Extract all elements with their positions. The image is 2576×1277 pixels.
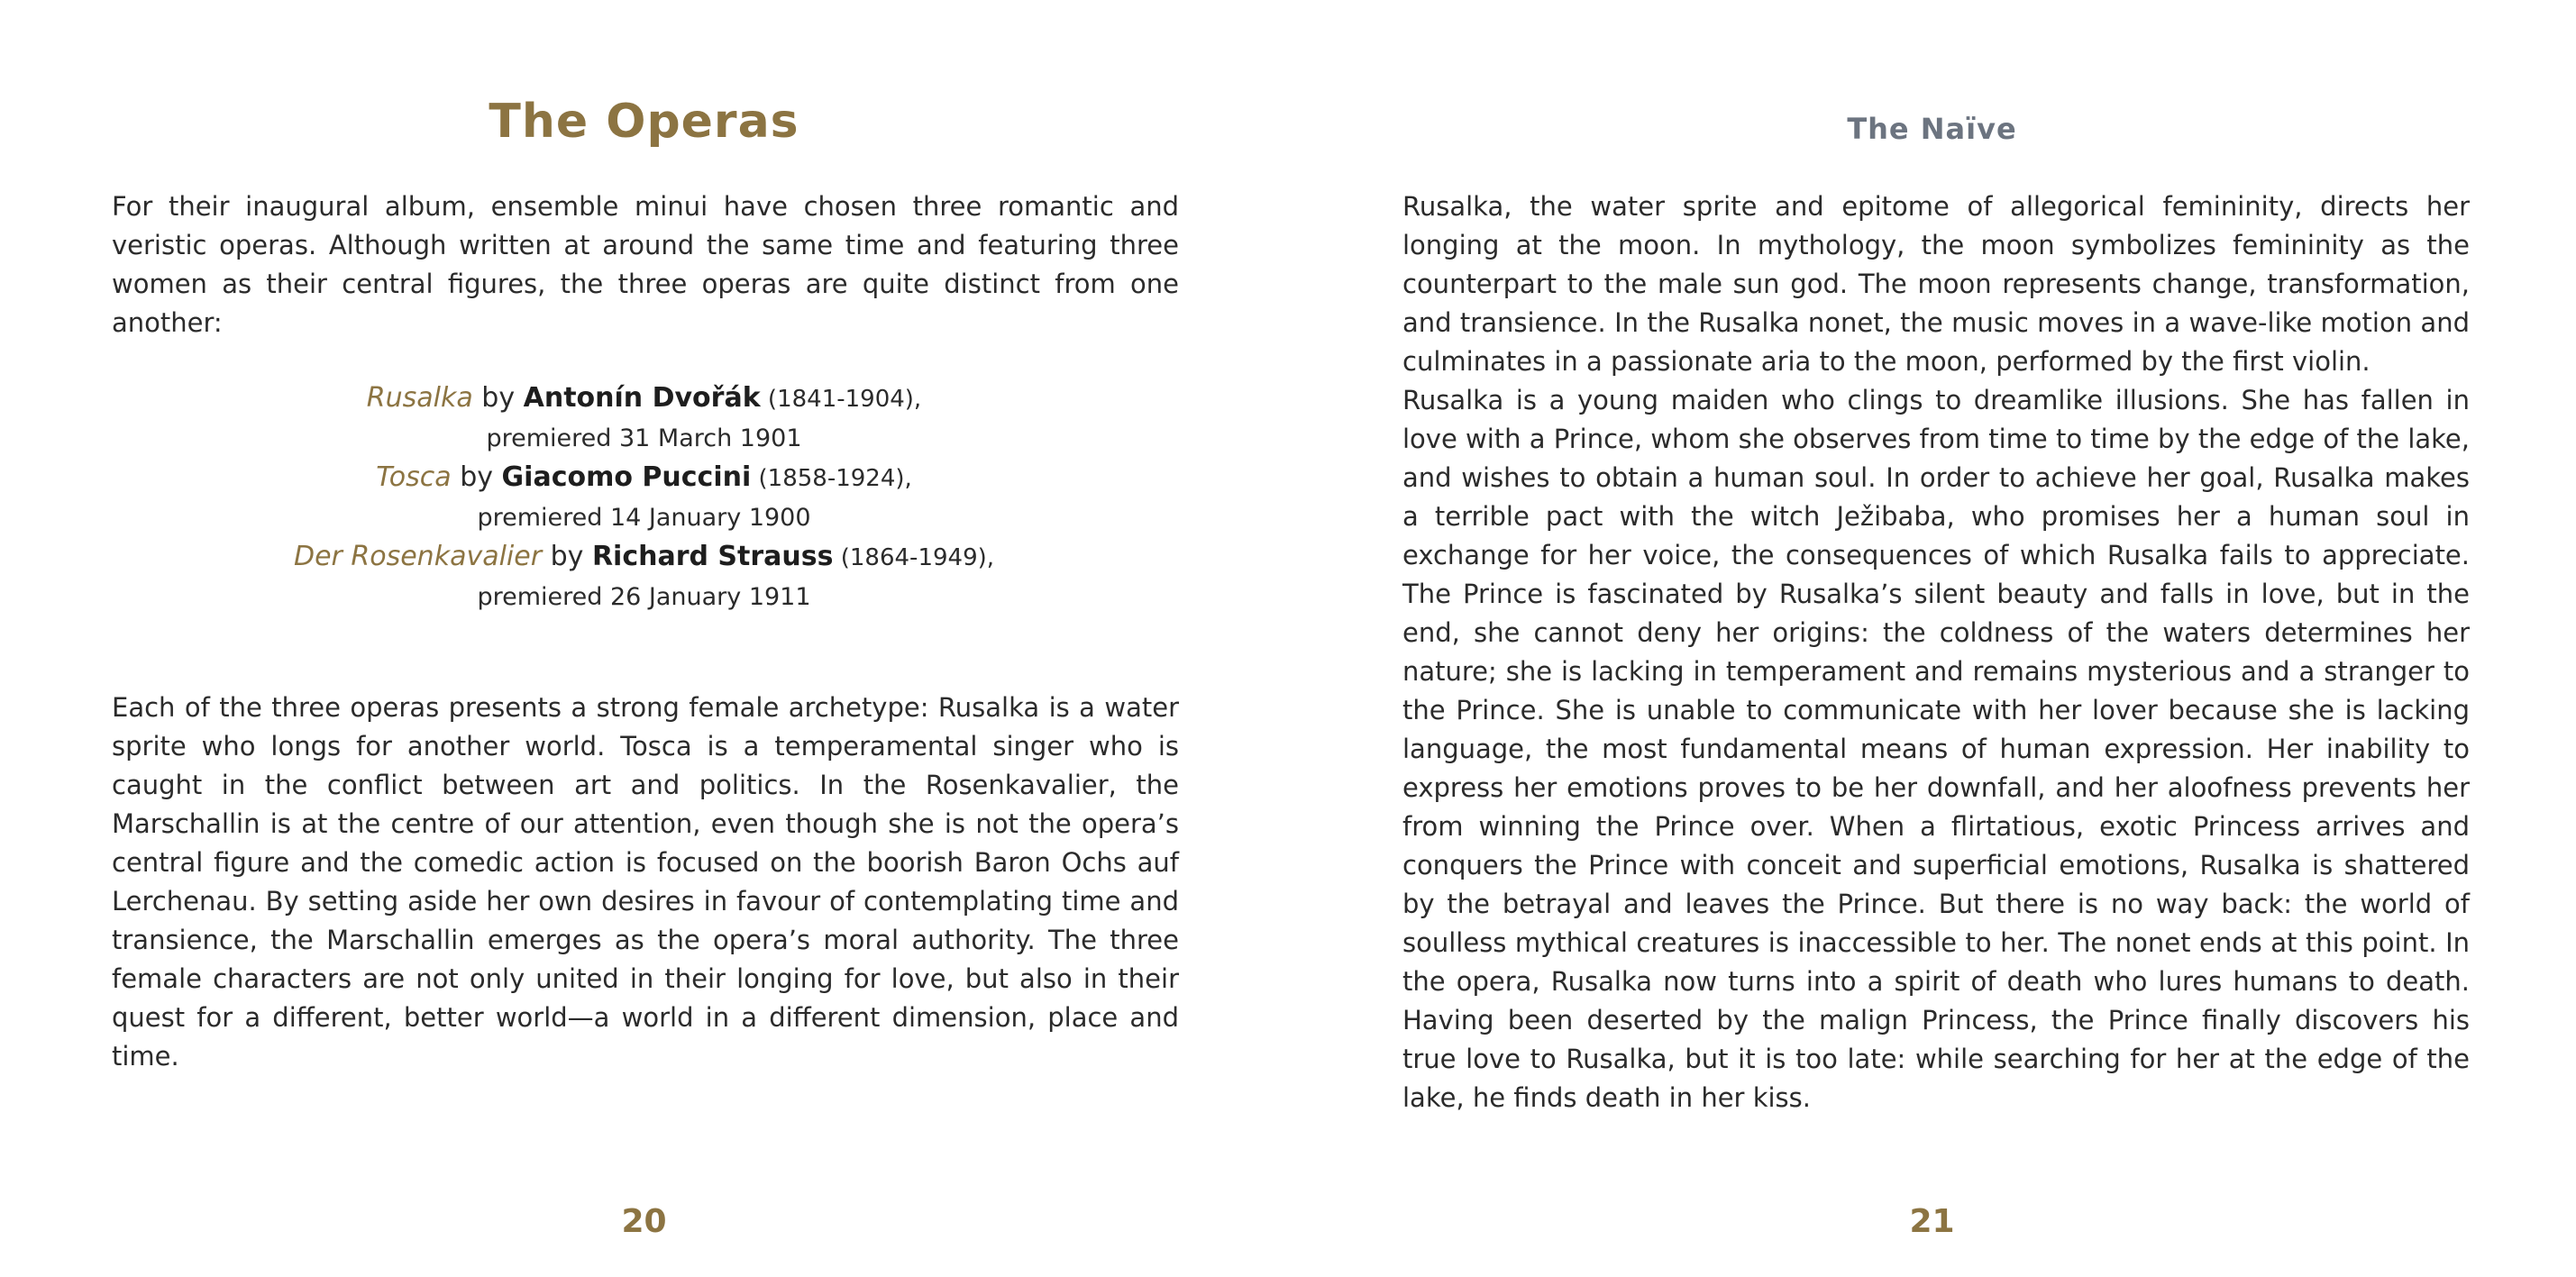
by-text: by xyxy=(451,461,502,493)
premiere-date: premiered 26 January 1911 xyxy=(477,583,811,611)
page-title-the-operas: The Operas xyxy=(489,95,799,149)
composer-years: (1864-1949), xyxy=(833,544,995,571)
opera-entry-der-rosenkavalier xyxy=(0,537,1288,616)
right-page xyxy=(1288,0,2576,1277)
composer-years: (1841-1904), xyxy=(760,386,922,413)
rusalka-story-paragraph: Rusalka is a young maiden who clings to dreamlike illusions. She has fallen in love with a Prince, whom she observes from time to time by the edge of the lake, and wishes to obtain a human soul. In order to achieve her goal, Rusalka makes a terrible pact with the witch Ježibaba, who promises her a human soul in exchange for her voice, the consequences of which Rusalka fails to appreciate. The Prince is fascinated by Rusalka’s silent beauty and falls in love, but in the end, she cannot deny her origins: the coldness of the waters determines her nature; she is lacking in temperament and remains mysterious and a stranger to the Prince. She is unable to communicate with her lover because she is lacking language, the most fundamental means of human expression. Her inability to express her emotions proves to be her downfall, and her aloofness prevents her from winning the Prince over. When a flirtatious, exotic Princess arrives and conquers the Prince with conceit and superficial emotions, Rusalka is shattered by the betrayal and leaves the Prince. But there is no way back: the world of soulless mythical creatures is inaccessible to her. The nonet ends at this point. In the opera, Rusalka now turns into a spirit of death who lures humans to death. Having been deserted by the malign Princess, the Prince finally discovers his true love to Rusalka, but it is too late: while searching for her at the edge of the lake, he finds death in her kiss. xyxy=(1402,385,2470,1113)
opera-line xyxy=(0,537,1288,578)
opera-line xyxy=(0,458,1288,498)
page-number-right: 21 xyxy=(1909,1203,1955,1240)
by-text: by xyxy=(542,541,592,572)
premiere-date: premiered 14 January 1900 xyxy=(477,504,811,532)
opera-title: Tosca xyxy=(376,461,452,493)
composer-name: Richard Strauss xyxy=(591,541,834,572)
opera-entry-rusalka xyxy=(0,379,1288,458)
opera-title: Der Rosenkavalier xyxy=(293,541,543,572)
page-title-the-naive: The Naïve xyxy=(1847,112,2017,146)
premiere-date: premiered 31 March 1901 xyxy=(486,424,802,452)
by-text: by xyxy=(472,382,524,414)
opera-line xyxy=(0,379,1288,419)
opera-entry-tosca xyxy=(0,458,1288,537)
opera-title: Rusalka xyxy=(366,382,473,414)
moon-paragraph: Rusalka, the water sprite and epitome of allegorical femininity, directs her longing at the moon. In mythology, the moon symbolizes femininity as the counterpart to the male sun god. The moon represents change, transformation, and transience. In the Rusalka nonet, the music moves in a wave-like motion and culminates in a passionate aria to the moon, performed by the first violin. xyxy=(1402,191,2470,377)
opera-list xyxy=(0,379,1288,616)
page-number-left: 20 xyxy=(621,1203,667,1240)
composer-name: Antonín Dvořák xyxy=(523,382,761,414)
composer-name: Giacomo Puccini xyxy=(501,461,752,493)
intro-paragraph: For their inaugural album, ensemble minui have chosen three romantic and veristic operas. Although written at around the same time and featuring three women as their central figures, the three operas are quite distinct from one another: xyxy=(112,191,1179,338)
archetypes-paragraph: Each of the three operas presents a strong female archetype: Rusalka is a water sprite who longs for another world. Tosca is a temperamental singer who is caught in the conflict between art and politics. In the Rosenkavalier, the Marschallin is at the centre of our attention, even though she is not the opera’s central figure and the comedic action is focused on the boorish Baron Ochs auf Lerchenau. By setting aside her own desires in favour of contemplating time and transience, the Marschallin emerges as the opera’s moral authority. The three female characters are not only united in their longing for love, but also in their quest for a different, better world—a world in a different dimension, place and time. xyxy=(112,692,1179,1072)
composer-years: (1858-1924), xyxy=(751,465,912,492)
